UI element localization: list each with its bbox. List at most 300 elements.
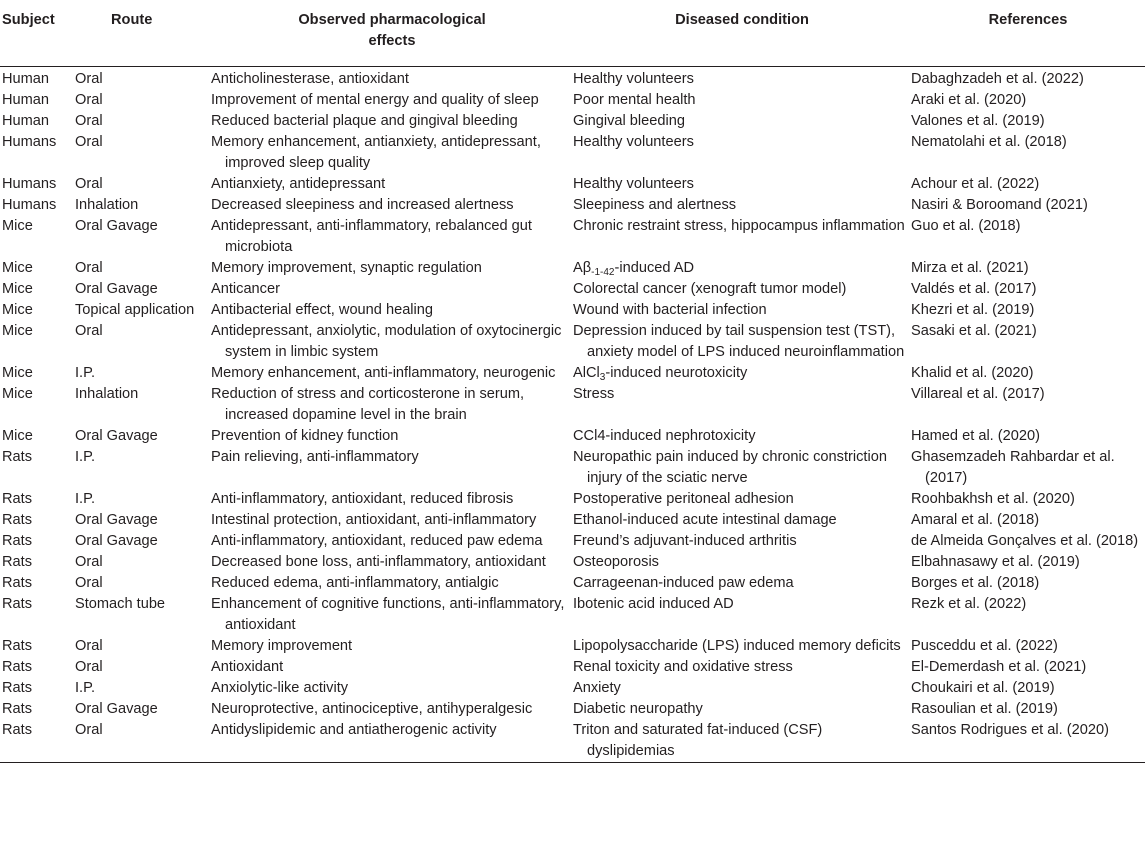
cell-references (911, 363, 1145, 384)
cell-subject (0, 426, 75, 447)
route-text: Oral Gavage (75, 532, 158, 549)
route-text: Oral (75, 658, 103, 675)
effects-text: Intestinal protection, antioxidant, anti-inflammatory (211, 511, 537, 528)
header-route: Route (75, 0, 211, 66)
cell-subject (0, 573, 75, 594)
header-effects-text: Observed pharmacological effects (298, 12, 486, 49)
effects-text: Antidepressant, anxiolytic, modulation of oxytocinergic system in limbic system (211, 322, 562, 360)
table-row (0, 636, 1145, 657)
subject-text: Rats (2, 658, 33, 675)
references-text: Khezri et al. (2019) (911, 301, 1035, 318)
disease-text: Stress (573, 385, 615, 402)
cell-disease (573, 132, 911, 174)
cell-effects (211, 426, 573, 447)
table-row (0, 699, 1145, 720)
cell-subject (0, 195, 75, 216)
table-row (0, 321, 1145, 363)
cell-references (911, 111, 1145, 132)
cell-route (75, 699, 211, 720)
cell-effects (211, 174, 573, 195)
route-text: Inhalation (75, 385, 139, 402)
cell-disease (573, 657, 911, 678)
effects-text: Prevention of kidney function (211, 427, 399, 444)
cell-route (75, 657, 211, 678)
table-row (0, 258, 1145, 279)
cell-effects (211, 678, 573, 699)
cell-subject (0, 216, 75, 258)
references-text: Guo et al. (2018) (911, 217, 1021, 234)
cell-effects (211, 594, 573, 636)
subject-text: Rats (2, 490, 33, 507)
table-row (0, 426, 1145, 447)
route-text: Oral Gavage (75, 427, 158, 444)
cell-subject (0, 66, 75, 90)
route-text: I.P. (75, 679, 96, 696)
subject-text: Mice (2, 364, 33, 381)
cell-route (75, 720, 211, 763)
subject-text: Rats (2, 637, 33, 654)
disease-text: Osteoporosis (573, 553, 659, 570)
cell-effects (211, 720, 573, 763)
table-body (0, 66, 1145, 762)
cell-effects (211, 90, 573, 111)
cell-effects (211, 132, 573, 174)
cell-references (911, 573, 1145, 594)
disease-text: Triton and saturated fat-induced (CSF) dyslipidemias (573, 721, 823, 759)
cell-references (911, 531, 1145, 552)
references-text: Elbahnasawy et al. (2019) (911, 553, 1080, 570)
effects-text: Improvement of mental energy and quality of sleep (211, 91, 539, 108)
effects-text: Enhancement of cognitive functions, anti-inflammatory, antioxidant (211, 595, 565, 633)
references-text: Rezk et al. (2022) (911, 595, 1027, 612)
cell-subject (0, 678, 75, 699)
cell-references (911, 195, 1145, 216)
references-text: Mirza et al. (2021) (911, 259, 1029, 276)
disease-text-suffix: -induced neurotoxicity (605, 364, 748, 381)
cell-references (911, 636, 1145, 657)
subject-text: Mice (2, 322, 33, 339)
cell-route (75, 111, 211, 132)
effects-text: Antidyslipidemic and antiatherogenic activity (211, 721, 497, 738)
references-text: Santos Rodrigues et al. (2020) (911, 721, 1109, 738)
cell-references (911, 489, 1145, 510)
subject-text: Human (2, 70, 50, 87)
effects-text: Pain relieving, anti-inflammatory (211, 448, 419, 465)
header-subject: Subject (0, 0, 75, 66)
route-text: Oral (75, 133, 103, 150)
disease-text: Anxiety (573, 679, 621, 696)
effects-text: Memory improvement (211, 637, 353, 654)
references-text: Ghasemzadeh Rahbardar et al. (2017) (911, 448, 1115, 486)
cell-disease (573, 720, 911, 763)
subject-text: Rats (2, 511, 33, 528)
table-row (0, 363, 1145, 384)
cell-route (75, 300, 211, 321)
effects-text: Anti-inflammatory, antioxidant, reduced paw edema (211, 532, 543, 549)
table-row (0, 66, 1145, 90)
table-row (0, 174, 1145, 195)
references-text: Dabaghzadeh et al. (2022) (911, 70, 1084, 87)
cell-disease (573, 66, 911, 90)
subject-text: Mice (2, 385, 33, 402)
subject-text: Rats (2, 448, 33, 465)
cell-effects (211, 279, 573, 300)
disease-text: Carrageenan-induced paw edema (573, 574, 794, 591)
cell-subject (0, 300, 75, 321)
route-text: Inhalation (75, 196, 139, 213)
references-text: Achour et al. (2022) (911, 175, 1040, 192)
cell-disease (573, 90, 911, 111)
table-row (0, 300, 1145, 321)
cell-route (75, 174, 211, 195)
references-text: Nasiri & Boroomand (2021) (911, 196, 1088, 213)
disease-text: Diabetic neuropathy (573, 700, 703, 717)
cell-route (75, 678, 211, 699)
cell-disease (573, 699, 911, 720)
cell-route (75, 447, 211, 489)
references-text: Araki et al. (2020) (911, 91, 1027, 108)
effects-text: Reduced bacterial plaque and gingival bleeding (211, 112, 518, 129)
cell-subject (0, 321, 75, 363)
cell-effects (211, 531, 573, 552)
disease-text (573, 258, 911, 279)
table-row (0, 510, 1145, 531)
effects-text: Reduced edema, anti-inflammatory, antialgic (211, 574, 499, 591)
table-row (0, 195, 1145, 216)
cell-disease (573, 363, 911, 384)
references-text: Choukairi et al. (2019) (911, 679, 1055, 696)
disease-text: Depression induced by tail suspension test (TST), anxiety model of LPS induced neuroinflammation (573, 322, 905, 360)
cell-effects (211, 657, 573, 678)
route-text: Oral (75, 322, 103, 339)
references-text: Nematolahi et al. (2018) (911, 133, 1067, 150)
table-row (0, 111, 1145, 132)
references-text: Khalid et al. (2020) (911, 364, 1034, 381)
references-text: Villareal et al. (2017) (911, 385, 1045, 402)
cell-references (911, 216, 1145, 258)
table-row (0, 720, 1145, 763)
cell-effects (211, 195, 573, 216)
cell-effects (211, 510, 573, 531)
cell-references (911, 678, 1145, 699)
cell-route (75, 132, 211, 174)
cell-route (75, 321, 211, 363)
header-references: References (911, 0, 1145, 66)
disease-text: Ethanol-induced acute intestinal damage (573, 511, 837, 528)
cell-disease (573, 489, 911, 510)
disease-text: Colorectal cancer (xenograft tumor model) (573, 280, 847, 297)
effects-text: Antioxidant (211, 658, 284, 675)
route-text: Oral (75, 91, 103, 108)
effects-text: Memory enhancement, antianxiety, antidepressant, improved sleep quality (211, 133, 541, 171)
cell-subject (0, 720, 75, 763)
disease-text-suffix: -induced AD (614, 259, 695, 276)
disease-text: Gingival bleeding (573, 112, 685, 129)
subject-text: Rats (2, 532, 33, 549)
table-row (0, 678, 1145, 699)
cell-effects (211, 552, 573, 573)
disease-text: Sleepiness and alertness (573, 196, 737, 213)
effects-text: Antibacterial effect, wound healing (211, 301, 434, 318)
cell-disease (573, 384, 911, 426)
effects-text: Memory enhancement, anti-inflammatory, neurogenic (211, 364, 556, 381)
effects-text: Decreased bone loss, anti-inflammatory, antioxidant (211, 553, 546, 570)
cell-disease (573, 300, 911, 321)
subject-text: Rats (2, 721, 33, 738)
references-text: de Almeida Gonçalves et al. (2018) (911, 532, 1139, 549)
table-row (0, 594, 1145, 636)
cell-route (75, 489, 211, 510)
subject-text: Rats (2, 595, 33, 612)
cell-subject (0, 363, 75, 384)
disease-text: Healthy volunteers (573, 133, 694, 150)
cell-disease (573, 447, 911, 489)
cell-subject (0, 132, 75, 174)
cell-subject (0, 531, 75, 552)
cell-subject (0, 174, 75, 195)
route-text: Oral (75, 721, 103, 738)
cell-subject (0, 279, 75, 300)
disease-text: Poor mental health (573, 91, 696, 108)
route-text: Oral (75, 70, 103, 87)
cell-subject (0, 699, 75, 720)
references-text: El-Demerdash et al. (2021) (911, 658, 1087, 675)
disease-text: Lipopolysaccharide (LPS) induced memory deficits (573, 637, 901, 654)
table-row (0, 132, 1145, 174)
disease-text: Healthy volunteers (573, 175, 694, 192)
effects-text: Reduction of stress and corticosterone in serum, increased dopamine level in the brain (211, 385, 525, 423)
cell-effects (211, 573, 573, 594)
cell-route (75, 384, 211, 426)
disease-text: Wound with bacterial infection (573, 301, 767, 318)
subject-text: Mice (2, 280, 33, 297)
cell-route (75, 594, 211, 636)
table-header (0, 0, 1145, 66)
table-row (0, 447, 1145, 489)
cell-references (911, 699, 1145, 720)
cell-effects (211, 384, 573, 426)
effects-text: Anxiolytic-like activity (211, 679, 349, 696)
effects-text: Antianxiety, antidepressant (211, 175, 386, 192)
effects-text: Anticancer (211, 280, 280, 297)
cell-references (911, 258, 1145, 279)
cell-disease (573, 636, 911, 657)
subject-text: Humans (2, 196, 57, 213)
route-text: I.P. (75, 490, 96, 507)
subject-text: Mice (2, 259, 33, 276)
effects-text: Neuroprotective, antinociceptive, antihyperalgesic (211, 700, 533, 717)
references-text: Hamed et al. (2020) (911, 427, 1040, 444)
references-text: Roohbakhsh et al. (2020) (911, 490, 1075, 507)
cell-references (911, 321, 1145, 363)
route-text: Oral (75, 175, 103, 192)
cell-disease (573, 573, 911, 594)
cell-effects (211, 363, 573, 384)
subject-text: Human (2, 91, 50, 108)
subject-text: Rats (2, 574, 33, 591)
subject-text: Rats (2, 679, 33, 696)
subject-text: Rats (2, 553, 33, 570)
cell-route (75, 573, 211, 594)
cell-effects (211, 321, 573, 363)
route-text: Oral (75, 112, 103, 129)
route-text: Oral (75, 259, 103, 276)
table-row (0, 489, 1145, 510)
references-text: Valones et al. (2019) (911, 112, 1045, 129)
cell-disease (573, 426, 911, 447)
cell-disease (573, 552, 911, 573)
references-text: Pusceddu et al. (2022) (911, 637, 1058, 654)
route-text: Oral Gavage (75, 511, 158, 528)
disease-text-main: Aβ (573, 259, 592, 276)
cell-route (75, 195, 211, 216)
disease-text: Chronic restraint stress, hippocampus inflammation (573, 217, 905, 234)
cell-subject (0, 111, 75, 132)
cell-references (911, 510, 1145, 531)
cell-subject (0, 636, 75, 657)
cell-route (75, 363, 211, 384)
cell-references (911, 384, 1145, 426)
route-text: Oral Gavage (75, 280, 158, 297)
route-text: I.P. (75, 448, 96, 465)
disease-subscript: 3 (599, 371, 606, 383)
cell-effects (211, 489, 573, 510)
cell-subject (0, 90, 75, 111)
cell-disease (573, 594, 911, 636)
disease-text: Ibotenic acid induced AD (573, 595, 734, 612)
cell-route (75, 636, 211, 657)
cell-route (75, 66, 211, 90)
cell-subject (0, 657, 75, 678)
route-text: Oral Gavage (75, 217, 158, 234)
cell-subject (0, 594, 75, 636)
cell-route (75, 90, 211, 111)
subject-text: Human (2, 112, 50, 129)
cell-references (911, 132, 1145, 174)
disease-text (573, 363, 911, 384)
cell-subject (0, 552, 75, 573)
disease-text: Freund’s adjuvant-induced arthritis (573, 532, 797, 549)
table-row (0, 552, 1145, 573)
cell-route (75, 216, 211, 258)
references-text: Amaral et al. (2018) (911, 511, 1040, 528)
route-text: I.P. (75, 364, 96, 381)
route-text: Topical application (75, 301, 195, 318)
route-text: Stomach tube (75, 595, 166, 612)
table-row (0, 90, 1145, 111)
cell-route (75, 531, 211, 552)
header-disease: Diseased condition (573, 0, 911, 66)
table-row (0, 573, 1145, 594)
disease-subscript: -1-42 (591, 266, 615, 278)
cell-subject (0, 258, 75, 279)
subject-text: Mice (2, 427, 33, 444)
effects-text: Anti-inflammatory, antioxidant, reduced fibrosis (211, 490, 514, 507)
effects-text: Memory improvement, synaptic regulation (211, 259, 482, 276)
cell-references (911, 720, 1145, 763)
cell-subject (0, 384, 75, 426)
cell-disease (573, 321, 911, 363)
cell-disease (573, 678, 911, 699)
disease-text: Healthy volunteers (573, 70, 694, 87)
references-text: Borges et al. (2018) (911, 574, 1040, 591)
subject-text: Humans (2, 175, 57, 192)
cell-references (911, 66, 1145, 90)
route-text: Oral (75, 553, 103, 570)
table-row (0, 216, 1145, 258)
cell-disease (573, 111, 911, 132)
cell-route (75, 552, 211, 573)
cell-route (75, 258, 211, 279)
disease-text: Neuropathic pain induced by chronic constriction injury of the sciatic nerve (573, 448, 887, 486)
cell-references (911, 447, 1145, 489)
cell-disease (573, 174, 911, 195)
cell-references (911, 552, 1145, 573)
cell-route (75, 510, 211, 531)
effects-text: Decreased sleepiness and increased alertness (211, 196, 514, 213)
cell-subject (0, 447, 75, 489)
cell-references (911, 657, 1145, 678)
disease-text: CCl4-induced nephrotoxicity (573, 427, 756, 444)
header-effects (211, 0, 573, 66)
cell-references (911, 426, 1145, 447)
cell-disease (573, 279, 911, 300)
cell-effects (211, 300, 573, 321)
table-row (0, 657, 1145, 678)
subject-text: Humans (2, 133, 57, 150)
cell-effects (211, 216, 573, 258)
cell-references (911, 300, 1145, 321)
table-row (0, 531, 1145, 552)
disease-text: Postoperative peritoneal adhesion (573, 490, 794, 507)
subject-text: Mice (2, 217, 33, 234)
route-text: Oral Gavage (75, 700, 158, 717)
cell-disease (573, 258, 911, 279)
cell-subject (0, 489, 75, 510)
cell-effects (211, 111, 573, 132)
cell-references (911, 90, 1145, 111)
cell-route (75, 426, 211, 447)
cell-disease (573, 510, 911, 531)
cell-effects (211, 447, 573, 489)
table-row (0, 384, 1145, 426)
route-text: Oral (75, 574, 103, 591)
cell-route (75, 279, 211, 300)
references-text: Rasoulian et al. (2019) (911, 700, 1058, 717)
cell-disease (573, 195, 911, 216)
references-text: Sasaki et al. (2021) (911, 322, 1037, 339)
references-text: Valdés et al. (2017) (911, 280, 1037, 297)
effects-text: Anticholinesterase, antioxidant (211, 70, 409, 87)
subject-text: Rats (2, 700, 33, 717)
cell-references (911, 174, 1145, 195)
cell-subject (0, 510, 75, 531)
cell-references (911, 594, 1145, 636)
cell-effects (211, 636, 573, 657)
disease-text: Renal toxicity and oxidative stress (573, 658, 793, 675)
cell-references (911, 279, 1145, 300)
subject-text: Mice (2, 301, 33, 318)
cell-disease (573, 216, 911, 258)
effects-text: Antidepressant, anti-inflammatory, rebalanced gut microbiota (211, 217, 532, 255)
cell-effects (211, 258, 573, 279)
cell-disease (573, 531, 911, 552)
route-text: Oral (75, 637, 103, 654)
disease-text-main: AlCl (573, 364, 600, 381)
cell-effects (211, 699, 573, 720)
cell-effects (211, 66, 573, 90)
table-row (0, 279, 1145, 300)
